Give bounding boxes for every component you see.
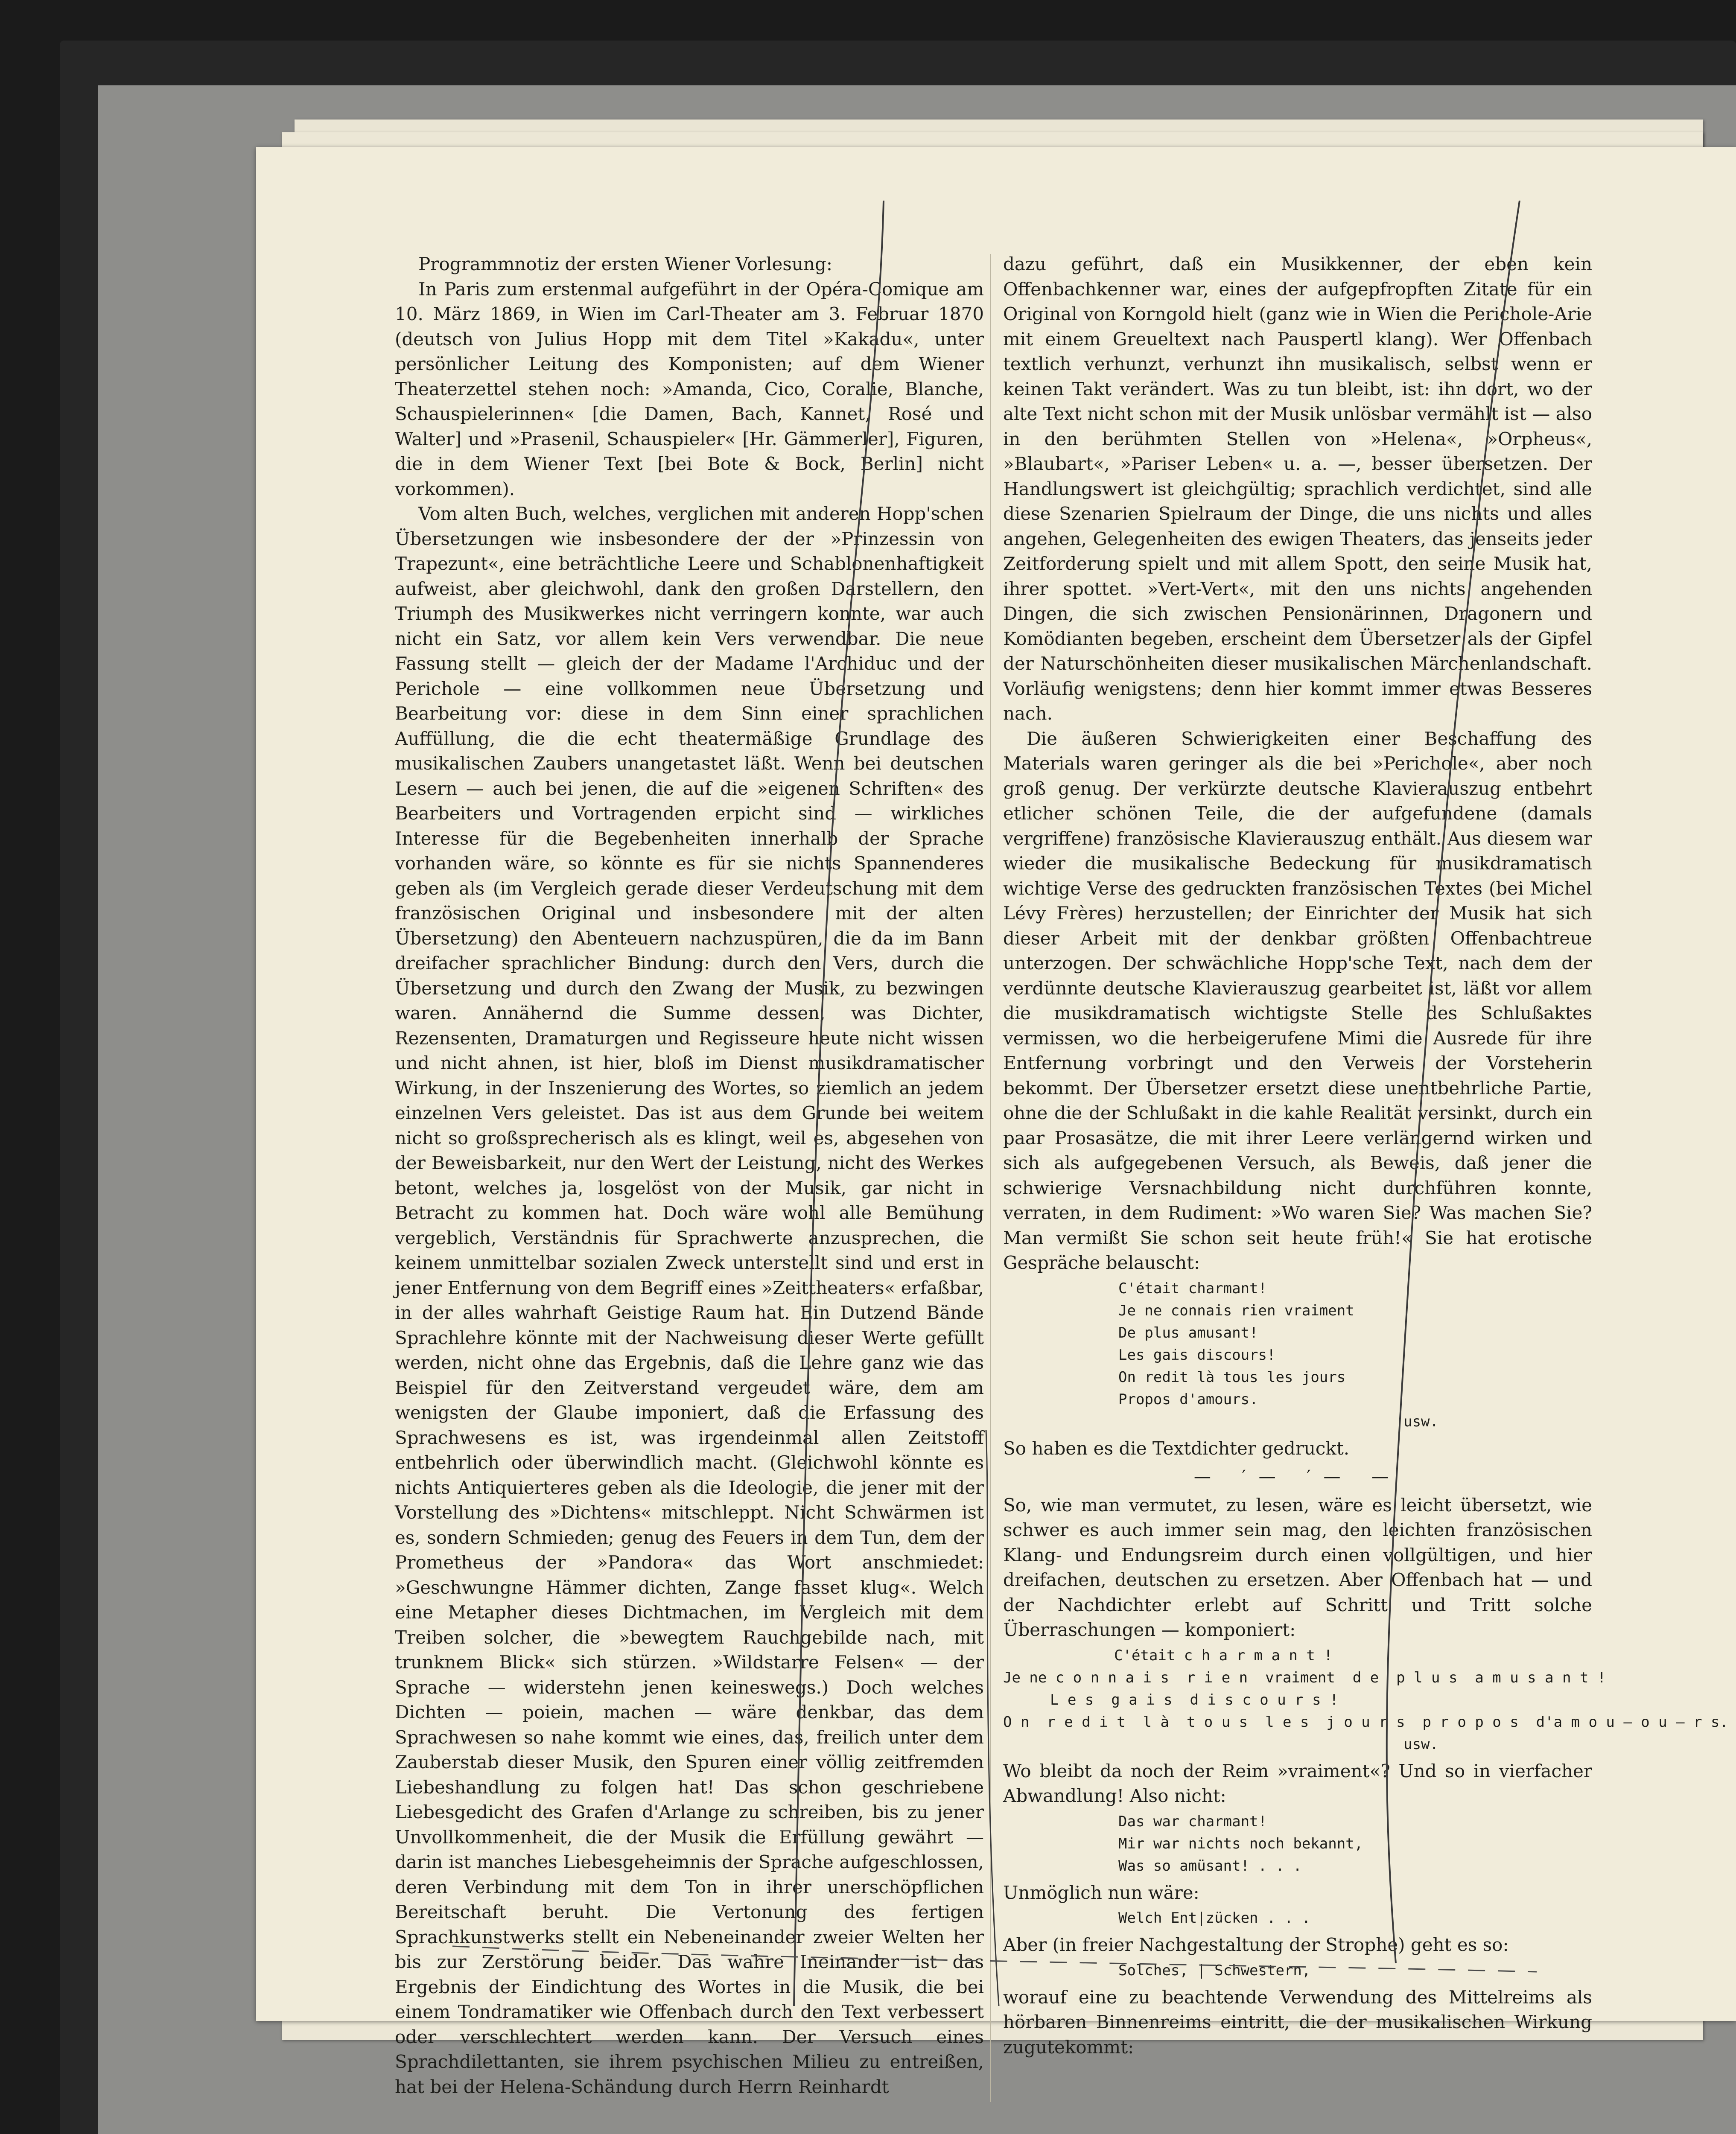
verse-line: L e s g a i s d i s c o u r s ! [1050, 1691, 1339, 1708]
verse-line: Je ne connais rien vraiment [1118, 1302, 1354, 1319]
verse-french-printed [1003, 1277, 1592, 1433]
section-dashes: — ′— ′— — [1193, 1467, 1402, 1487]
verse-usw: usw. [1403, 1413, 1438, 1430]
column-divider [990, 254, 991, 2102]
paragraph: So, wie man vermutet, zu lesen, wäre es leicht übersetzt, wie schwer es auch immer sein mag, den leichten französischen Klang- und Endungsreim durch einen vollgültigen, und hier dreifachen, deutschen zu ersetzen. Aber Offenbach hat — und der Nachdichter erlebt auf Schritt und Tritt solche Überraschungen — komponiert: [1003, 1494, 1592, 1640]
document-page [256, 147, 1736, 2097]
text-line: Aber (in freier Nachgestaltung der Strophe) geht es so: [1003, 1934, 1509, 1955]
verse-line: Welch Ent|zücken . . . [1118, 1910, 1311, 1927]
verse-line: De plus amusant! [1118, 1324, 1258, 1341]
verse-line: Solches, | Schwestern, [1118, 1962, 1311, 1979]
verse-line: Das war charmant! [1118, 1813, 1267, 1830]
right-column [1003, 252, 1728, 2060]
verse-line: C'était c h a r m a n t ! [1114, 1647, 1333, 1664]
verse-line-schwestern [1003, 1959, 1592, 1982]
verse-line: On redit là tous les jours [1118, 1368, 1346, 1386]
verse-line: Je ne c o n n a i s r i e n vraiment d e p l u s a m u s a n t ! [1003, 1669, 1606, 1686]
verse-usw: usw. [1403, 1735, 1438, 1753]
paragraph: Die äußeren Schwierigkeiten einer Beschaffung des Materials waren geringer als die bei »Perichole«, aber noch groß genug. Der verkürzte deutsche Klavierauszug entbehrt etlicher schönen Teile, die der aufgefundene (damals vergriffene) französische Klavierauszug enthält. Aus diesem war wieder die musikalische Bedeckung für musikdramatisch wichtige Verse des gedruckten französischen Textes (bei Michel Lévy Frères) herzustellen; der Einrichter der Musik hat sich dieser Arbeit mit der denkbar größten Offenbachtreue unterzogen. Der schwächliche Hopp'sche Text, nach dem der verdünnte deutsche Klavierauszug gearbeitet ist, läßt vor allem die musikdramatisch wichtigste Stelle des Schlußaktes vermissen, wo die herbeigerufene Mimi die Ausrede für ihre Entfernung vorbringt und den Verweis der Vorsteherin bekommt. Der Übersetzer ersetzt diese unentbehrliche Partie, ohne die der Schlußakt in die kahle Realität versinkt, durch ein paar Prosasätze, die mit ihrer Leere verlängernd wirken und sich als aufgegebenen Versuch, als Beweis, daß jener die schwierige Versnachbildung nicht durchführen konnte, verraten, in dem Rudiment: »Wo waren Sie? Was machen Sie? Man vermißt Sie schon seit heute früh!« Sie hat erotische Gespräche belauscht: [1003, 728, 1592, 1273]
verse-line: Was so amüsant! . . . [1118, 1857, 1302, 1875]
notice-heading: Programmnotiz der ersten Wiener Vorlesung: [418, 254, 833, 274]
verse-line: C'était charmant! [1118, 1280, 1267, 1297]
paragraph: worauf eine zu beachtende Verwendung des Mittelreims als hörbaren Binnenreims eintritt, die der musikalischen Wirkung zugutekommt: [1003, 1986, 1592, 2058]
verse-line: Les gais discours! [1118, 1346, 1276, 1364]
verse-line: Propos d'amours. [1118, 1391, 1258, 1408]
text-line: Wo bleibt da noch der Reim »vraiment«? Und so in vierfacher Abwandlung! Also nicht: [1003, 1760, 1592, 1806]
paragraph: Vom alten Buch, welches, verglichen mit anderen Hopp'schen Übersetzungen wie insbesondere der der »Prinzessin von Trapezunt«, eine beträchtliche Leere und Schablonenhaftigkeit aufweist, aber gleichwohl, dank den großen Darstellern, den Triumph des Musikwerkes nicht verringern konnte, war auch nicht ein Satz, vor allem kein Vers verwendbar. Die neue Fassung stellt — gleich der der Madame l'Archiduc und der Perichole — eine vollkommen neue Übersetzung und Bearbeitung vor: diese in dem Sinn einer sprachlichen Auffüllung, die die echt theatermäßige Grundlage des musikalischen Zaubers unangetastet läßt. Wenn bei deutschen Lesern — auch bei jenen, die auf die »eigenen Schriften« des Bearbeiters und Vortragenden erpicht sind — wirkliches Interesse für die Begebenheiten innerhalb der Sprache vorhanden wäre, so könnte es für sie nichts Spannenderes geben als (im Vergleich gerade dieser Verdeutschung mit dem französischen Original und insbesondere mit der alten Übersetzung) den Abenteuern nachzuspüren, die da im Bann dreifacher sprachlicher Bindung: durch den Vers, durch die Übersetzung und durch den Zwang der Musik, zu bezwingen waren. Annähernd die Summe dessen, was Dichter, Rezensenten, Dramaturgen und Regisseure heute nicht wissen und nicht ahnen, ist hier, bloß im Dienst musikdramatischer Wirkung, in der Inszenierung des Wortes, so ziemlich an jedem einzelnen Vers geleistet. Das ist aus dem Grunde bei weitem nicht so großsprecherisch als es klingt, weil es, abgesehen von der Beweisbarkeit, nur den Wert der Leistung, nicht des Werkes betont, welches ja, losgelöst von der Musik, gar nicht in Betracht zu kommen hat. Doch wäre wohl alle Bemühung vergeblich, Verständnis für Sprachwerte anzusprechen, die keinem unmittelbar sozialen Zweck unterstellt sind und erst in jener Entfernung von dem Begriff eines »Zeittheaters« erfaßbar, in der alles wahrhaft Geistige Raum hat. Ein Dutzend Bände Sprachlehre könnte mit der Nachweisung dieser Werte gefüllt werden, nicht ohne das Ergebnis, daß die Lehre ganz wie das Beispiel für den Zeitverstand vergeudet wäre, dem am wenigsten der Glaube imponiert, daß die Erfassung des Sprachwesens es ist, was irgendeinmal allen Zeitstoff entbehrlich oder überwindlich macht. (Gleichwohl könnte es nichts Antiquierteres geben als die Ideologie, die jener mit der Vorstellung des »Dichtens« mitschleppt. Nicht Schwärmen ist es, sondern Schmieden; genug des Feuers in dem Tun, dem der Prometheus der »Pandora« das Wort anschmiedet: »Geschwungne Hämmer dichten, Zange fasset klug«. Welch eine Metapher dieses Dichtmachen, im Vergleich mit dem Treiben solcher, die »bewegtem Rauchgebilde nach, mit trunknem Blick« sich stürzen. »Wildstarre Felsen« — der Sprache — widerstehn jenen keineswegs.) Doch welches Dichten — poiein, machen — wäre denkbar, das dem Sprachwesen so nahe kommt wie eines, das, freilich unter dem Zauberstab dieser Musik, den Spuren einer völlig zeitfremden Liebeshandlung zu folgen hat! Das schon geschriebene Liebesgedicht des Grafen d'Arlange zu schreiben, bis zu jener Unvollkommenheit, die der Musik die Erfüllung gewährt — darin ist manches Liebesgeheimnis der Sprache aufgeschlossen, deren Verbindung mit dem Ton in ihrer unerschöpflichen Bereitschaft beruht. Die Vertonung des fertigen Sprachkunstwerks stellt ein Nebeneinander zweier Welten her bis zur Zerstörung beider. Das wahre Ineinander ist das Ergebnis der Eindichtung des Wortes in die Musik, die bei einem Tondramatiker wie Offenbach durch den Text verbessert oder verschlechtert werden kann. Der Versuch eines Sprachdilettanten, sie ihrem psychischen Milieu zu entreißen, hat bei der Helena-Schändung durch Herrn Reinhardt [395, 503, 984, 2097]
paragraph: dazu geführt, daß ein Musikkenner, der eben kein Offenbachkenner war, eines der aufgepfropften Zitate für ein Original von Korngold hielt (ganz wie in Wien die Perichole-Arie mit einem Greueltext nach Pauspertl klang). Wer Offenbach textlich verhunzt, verhunzt ihn musikalisch, selbst wenn er keinen Takt verändert. Was zu tun bleibt, ist: ihn dort, wo der alte Text nicht schon mit der Musik unlösbar vermählt ist — also in den berühmten Stellen von »Helena«, »Orpheus«, »Blaubart«, »Pariser Leben« u. a. —, besser übersetzen. Der Handlungswert ist gleichgültig; sprachlich verdichtet, sind alle diese Szenarien Spielraum der Dinge, die uns nichts und alles angehen, Gelegenheiten des ewigen Theaters, das jenseits jeder Zeitforderung spielt und mit allem Spott, den seine Musik hat, ihrer spottet. »Vert-Vert«, mit den uns nichts angehenden Dingen, die sich zwischen Pensionärinnen, Dragonern und Komödianten begeben, erscheint dem Übersetzer als der Gipfel der Naturschönheiten dieser musikalischen Märchenlandschaft. Vorläufig wenigstens; denn hier kommt immer etwas Besseres nach. [1003, 254, 1592, 724]
left-column [395, 252, 984, 2099]
verse-line-entzuecken [1003, 1907, 1592, 1929]
text-line: Unmöglich nun wäre: [1003, 1882, 1199, 1903]
verse-line: Mir war nichts noch bekannt, [1118, 1835, 1363, 1852]
verse-french-composed [1003, 1644, 1728, 1755]
verse-german-rejected [1003, 1810, 1592, 1877]
paragraph: In Paris zum erstenmal aufgeführt in der Opéra-Comique am 10. März 1869, in Wien im Carl-Theater am 3. Februar 1870 (deutsch von Julius Hopp mit dem Titel »Kakadu«, unter persönlicher Leitung des Komponisten; auf dem Wiener Theaterzettel stehen noch: »Amanda, Cico, Coralie, Blanche, Schauspielerinnen« [die Damen, Bach, Kannet, Rosé und Walter] und »Prasenil, Schauspieler« [Hr. Gämmerler], Figuren, die in dem Wiener Text [bei Bote & Bock, Berlin] nicht vorkommen). [395, 278, 984, 499]
text-line: So haben es die Textdichter gedruckt. [1003, 1437, 1350, 1459]
verse-line: O n r e d i t l à t o u s l e s j o u r s p r o p o s d'a m o u — o u — r s. [1003, 1713, 1728, 1731]
